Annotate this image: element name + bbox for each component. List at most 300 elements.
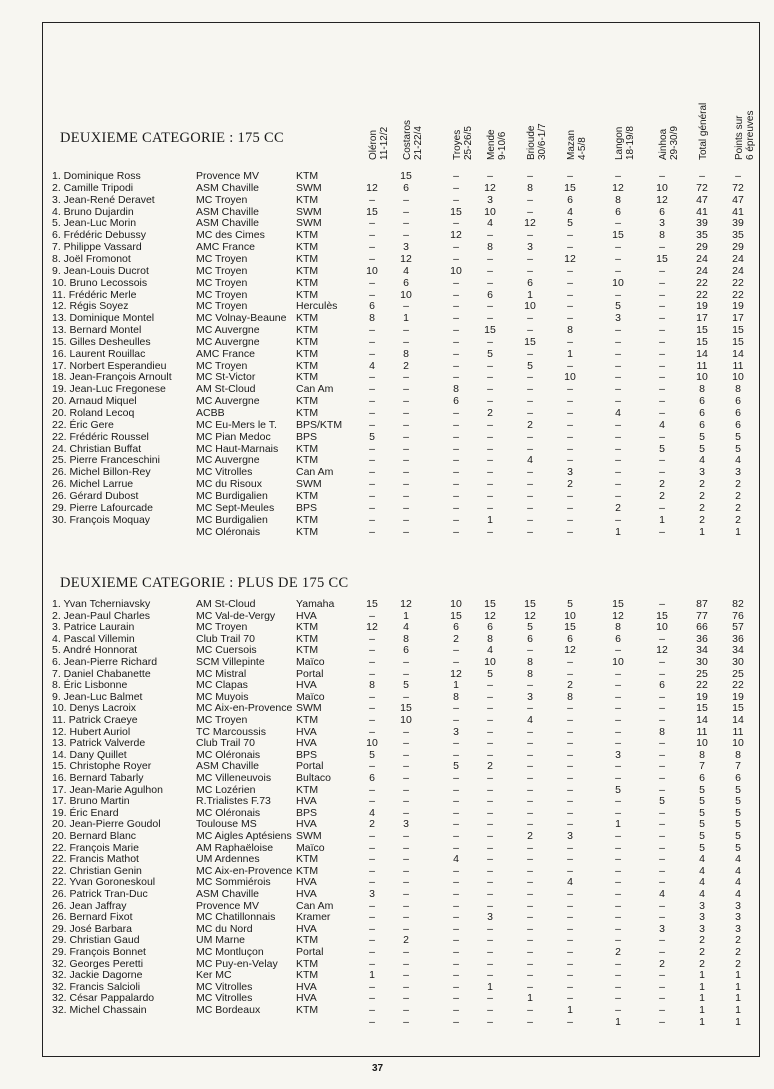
points-cell: – [487, 795, 493, 808]
club-name: MC des Cimes [196, 229, 265, 242]
points-cell: 2 [567, 478, 573, 491]
points-cell: – [403, 229, 409, 242]
points-cell: – [527, 980, 533, 993]
points-cell: – [659, 911, 665, 924]
club-name: MC Troyen [196, 359, 248, 372]
rider-name: 32. César Pappalardo [52, 992, 155, 1005]
points-cell: – [567, 795, 573, 808]
points-cell: – [369, 911, 375, 924]
points-cell: 36 [696, 632, 708, 645]
points-cell: – [369, 841, 375, 854]
table-row [0, 981, 774, 993]
points-cell: 15 [524, 335, 536, 348]
points-cell: 6 [369, 772, 375, 784]
points-cell: – [453, 430, 459, 443]
column-header: Mazan 4-5/8 [566, 129, 588, 160]
rider-name: 19. Éric Enard [52, 806, 119, 819]
table-row [0, 969, 774, 981]
points-cell: – [659, 430, 665, 443]
points-cell: – [403, 371, 409, 384]
table-row [0, 760, 774, 772]
points-cell: 82 [732, 598, 744, 610]
points-cell: – [567, 407, 573, 419]
points-cell: 5 [487, 347, 493, 360]
points-cell: 39 [696, 217, 708, 230]
points-cell: 1 [527, 992, 533, 1005]
points-cell: – [567, 888, 573, 900]
points-cell: – [615, 264, 621, 277]
rider-name: 8. Joël Fromonot [52, 252, 131, 265]
points-cell: – [527, 876, 533, 889]
column-header: Troyes 25-26/5 [452, 126, 474, 160]
motorcycle-make: Can Am [296, 383, 334, 396]
points-cell: 5 [699, 430, 705, 443]
points-cell: 8 [453, 690, 459, 703]
points-cell: – [369, 489, 375, 502]
club-name: MC du Nord [196, 922, 253, 935]
points-cell: 29 [732, 241, 744, 254]
points-cell: – [615, 395, 621, 408]
points-cell: – [659, 748, 665, 761]
club-name: MC Troyen [196, 264, 248, 277]
points-cell: 6 [403, 644, 409, 657]
points-cell: – [567, 760, 573, 773]
club-name: MC Oléronais [196, 748, 261, 761]
club-name: AMC France [196, 347, 255, 360]
points-cell: – [567, 383, 573, 396]
points-cell: – [659, 830, 665, 842]
points-cell: – [369, 656, 375, 668]
club-name: MC Aix-en-Provence [196, 702, 293, 715]
points-cell: 4 [487, 644, 493, 657]
points-cell: 15 [400, 702, 412, 715]
points-cell: 1 [735, 992, 741, 1005]
points-cell: 8 [487, 241, 493, 254]
points-cell: 1 [453, 679, 459, 692]
rider-name: 1. Yvan Tcherniavsky [52, 598, 151, 610]
points-cell: – [615, 324, 621, 337]
points-cell: – [527, 934, 533, 947]
points-cell: 1 [615, 525, 621, 538]
points-cell: – [567, 300, 573, 313]
points-cell: – [487, 772, 493, 784]
points-cell: – [403, 667, 409, 680]
points-cell: – [369, 478, 375, 491]
table-row [0, 795, 774, 807]
motorcycle-make: Portal [296, 946, 324, 958]
points-cell: 15 [656, 609, 668, 622]
points-cell: 39 [732, 217, 744, 230]
points-cell: – [567, 170, 573, 182]
table-row [0, 865, 774, 877]
table-row [0, 911, 774, 923]
points-cell: – [453, 748, 459, 761]
points-cell: – [453, 288, 459, 301]
points-cell: – [453, 957, 459, 970]
table-row [0, 737, 774, 749]
points-cell: – [369, 702, 375, 715]
points-cell: – [487, 454, 493, 467]
rider-name: 30. François Moquay [52, 513, 151, 526]
points-cell: 25 [696, 667, 708, 680]
points-cell: – [453, 830, 459, 842]
points-cell: 4 [699, 454, 705, 467]
points-cell: 8 [403, 347, 409, 360]
points-cell: – [453, 876, 459, 889]
points-cell: – [369, 525, 375, 538]
points-cell: 22 [696, 288, 708, 301]
rider-name: 32. Michel Chassain [52, 1004, 147, 1016]
rider-name: 26. Michel Larrue [52, 478, 134, 491]
points-cell: – [527, 737, 533, 750]
motorcycle-make: KTM [296, 644, 319, 657]
motorcycle-make: KTM [296, 864, 319, 877]
points-cell: – [403, 830, 409, 842]
points-cell: – [453, 841, 459, 854]
points-cell: – [453, 170, 459, 182]
points-cell: 10 [484, 205, 496, 218]
points-cell: – [403, 864, 409, 877]
points-cell: 15 [450, 609, 462, 622]
points-cell: – [567, 748, 573, 761]
motorcycle-make: HVA [296, 922, 317, 935]
points-cell: – [567, 264, 573, 277]
rider-name: 12. Hubert Auriol [52, 725, 131, 738]
points-cell: 10 [696, 737, 708, 750]
motorcycle-make: KTM [296, 395, 319, 408]
motorcycle-make: HVA [296, 737, 317, 750]
points-cell: 8 [567, 690, 573, 703]
points-cell: 2 [735, 513, 741, 526]
points-cell: – [369, 783, 375, 796]
points-cell: – [403, 853, 409, 866]
points-cell: 8 [453, 383, 459, 396]
points-cell: 5 [699, 783, 705, 796]
club-name: Club Trail 70 [196, 737, 255, 750]
club-name: Ker MC [196, 969, 232, 982]
points-cell: – [527, 193, 533, 206]
points-cell: 1 [487, 980, 493, 993]
points-cell: 4 [403, 621, 409, 634]
club-name: MC Oléronais [196, 806, 261, 819]
points-cell: 12 [400, 252, 412, 265]
points-cell: 7 [699, 760, 705, 773]
points-cell: 24 [696, 252, 708, 265]
points-cell: – [527, 864, 533, 877]
points-cell: 2 [699, 946, 705, 958]
rider-name: 32. Francis Salcioli [52, 980, 141, 993]
points-cell: – [527, 806, 533, 819]
points-cell: 1 [369, 969, 375, 982]
points-cell: 6 [659, 679, 665, 692]
rider-name: 16. Bernard Tabarly [52, 772, 144, 784]
rider-name: 14. Dany Quillet [52, 748, 127, 761]
page-number: 37 [372, 1063, 384, 1074]
points-cell: – [403, 454, 409, 467]
points-cell: – [615, 489, 621, 502]
points-cell: – [453, 714, 459, 726]
points-cell: – [487, 806, 493, 819]
points-cell: – [615, 679, 621, 692]
points-cell: 8 [567, 324, 573, 337]
rider-name: 15. Christophe Royer [52, 760, 152, 773]
points-cell: – [453, 513, 459, 526]
points-cell: – [453, 644, 459, 657]
points-cell: 10 [400, 288, 412, 301]
table-row [0, 656, 774, 668]
club-name: MC Pian Medoc [196, 430, 271, 443]
points-cell: 35 [696, 229, 708, 242]
points-cell: 4 [567, 205, 573, 218]
points-cell: – [659, 876, 665, 889]
points-cell: – [369, 501, 375, 514]
rider-name: 3. Patrice Laurain [52, 621, 135, 634]
points-cell: – [615, 371, 621, 384]
points-cell: – [369, 466, 375, 479]
points-cell: 6 [699, 772, 705, 784]
club-name: ASM Chaville [196, 205, 260, 218]
points-cell: 10 [450, 264, 462, 277]
points-cell: 12 [656, 644, 668, 657]
points-cell: – [453, 888, 459, 900]
table-row [0, 407, 774, 419]
points-cell: 22 [732, 679, 744, 692]
points-cell: – [567, 1015, 573, 1028]
points-cell: – [659, 714, 665, 726]
rider-name: 26. Patrick Tran-Duc [52, 888, 148, 900]
points-cell: – [453, 946, 459, 958]
points-cell: 6 [735, 395, 741, 408]
rider-name: 26. Michel Billon-Rey [52, 466, 151, 479]
points-cell: 8 [699, 748, 705, 761]
points-cell: 1 [699, 969, 705, 982]
points-cell: – [567, 442, 573, 455]
club-name: MC Troyen [196, 276, 248, 289]
club-name: MC Auvergne [196, 395, 260, 408]
points-cell: 10 [732, 371, 744, 384]
points-cell: 14 [732, 714, 744, 726]
points-cell: 19 [696, 300, 708, 313]
points-cell: – [527, 347, 533, 360]
points-cell: 8 [735, 383, 741, 396]
table-row [0, 853, 774, 865]
rider-name: 11. Frédéric Merle [52, 288, 137, 301]
points-cell: 4 [699, 853, 705, 866]
points-cell: 2 [699, 513, 705, 526]
points-cell: 4 [699, 864, 705, 877]
points-cell: 22 [732, 288, 744, 301]
motorcycle-make: SWM [296, 830, 322, 842]
table-row [0, 466, 774, 478]
points-cell: 1 [699, 980, 705, 993]
points-cell: 3 [615, 312, 621, 325]
points-cell: – [527, 644, 533, 657]
table-row [0, 419, 774, 431]
points-cell: – [615, 795, 621, 808]
points-cell: – [659, 632, 665, 645]
points-cell: – [369, 383, 375, 396]
points-cell: – [403, 911, 409, 924]
points-cell: – [527, 841, 533, 854]
points-cell: 3 [735, 466, 741, 479]
points-cell: – [403, 395, 409, 408]
points-cell: 4 [699, 888, 705, 900]
points-cell: 6 [615, 205, 621, 218]
table-row [0, 206, 774, 218]
motorcycle-make: KTM [296, 853, 319, 866]
column-header: Points sur 6 épreuves [734, 110, 756, 160]
points-cell: – [567, 783, 573, 796]
points-cell: 1 [527, 288, 533, 301]
club-name: MC Auvergne [196, 454, 260, 467]
table-row [0, 726, 774, 738]
points-cell: – [659, 241, 665, 254]
points-cell: 2 [699, 957, 705, 970]
motorcycle-make: KTM [296, 714, 319, 726]
points-cell: – [487, 853, 493, 866]
points-cell: 11 [696, 359, 708, 372]
points-cell: – [369, 899, 375, 912]
points-cell: 30 [696, 656, 708, 668]
points-cell: 5 [615, 300, 621, 313]
points-cell: – [403, 513, 409, 526]
points-cell: – [453, 702, 459, 715]
points-cell: – [369, 632, 375, 645]
points-cell: 2 [567, 679, 573, 692]
points-cell: 8 [659, 725, 665, 738]
motorcycle-make: KTM [296, 407, 319, 419]
points-cell: – [487, 395, 493, 408]
points-cell: – [453, 407, 459, 419]
table-row [0, 490, 774, 502]
points-cell: 10 [484, 656, 496, 668]
points-cell: – [453, 489, 459, 502]
points-cell: – [567, 656, 573, 668]
table-row [0, 876, 774, 888]
points-cell: 11 [696, 725, 708, 738]
points-cell: – [487, 383, 493, 396]
points-cell: – [487, 748, 493, 761]
points-cell: 2 [615, 501, 621, 514]
points-cell: – [567, 980, 573, 993]
points-cell: – [453, 818, 459, 831]
points-cell: 2 [699, 489, 705, 502]
club-name: MC Troyen [196, 193, 248, 206]
motorcycle-make: Yamaha [296, 598, 335, 610]
points-cell: – [615, 841, 621, 854]
points-cell: – [369, 454, 375, 467]
points-cell: 2 [735, 946, 741, 958]
motorcycle-make: KTM [296, 335, 319, 348]
points-cell: – [567, 864, 573, 877]
points-cell: 15 [732, 324, 744, 337]
points-cell: 15 [732, 335, 744, 348]
points-cell: – [567, 667, 573, 680]
motorcycle-make: Bultaco [296, 772, 332, 784]
rider-name: 20. Roland Lecoq [52, 407, 135, 419]
points-cell: 29 [696, 241, 708, 254]
points-cell: – [369, 193, 375, 206]
points-cell: – [487, 442, 493, 455]
points-cell: 3 [735, 911, 741, 924]
points-cell: – [369, 690, 375, 703]
points-cell: – [487, 737, 493, 750]
points-cell: 6 [567, 632, 573, 645]
points-cell: – [659, 371, 665, 384]
points-cell: – [369, 725, 375, 738]
points-cell: – [403, 478, 409, 491]
points-cell: – [403, 1004, 409, 1016]
points-cell: – [487, 466, 493, 479]
points-cell: – [453, 276, 459, 289]
points-cell: 12 [524, 609, 536, 622]
points-cell: 6 [403, 276, 409, 289]
motorcycle-make: BPS [296, 430, 318, 443]
points-cell: – [615, 359, 621, 372]
points-cell: – [659, 864, 665, 877]
table-row [0, 714, 774, 726]
points-cell: – [487, 276, 493, 289]
points-cell: – [487, 690, 493, 703]
points-cell: 8 [527, 667, 533, 680]
points-cell: – [527, 679, 533, 692]
points-cell: – [487, 922, 493, 935]
points-cell: – [453, 1004, 459, 1016]
points-cell: – [567, 395, 573, 408]
club-name: MC Auvergne [196, 324, 260, 337]
club-name: MC Puy-en-Velay [196, 957, 278, 970]
points-cell: – [615, 466, 621, 479]
table-row [0, 749, 774, 761]
motorcycle-make: SWM [296, 181, 322, 194]
points-cell: 6 [615, 632, 621, 645]
points-cell: 24 [696, 264, 708, 277]
rider-name: 4. Bruno Dujardin [52, 205, 134, 218]
club-name: MC Troyen [196, 288, 248, 301]
points-cell: 4 [527, 714, 533, 726]
points-cell: – [487, 501, 493, 514]
points-cell: – [527, 324, 533, 337]
points-cell: – [567, 934, 573, 947]
points-cell: 1 [615, 818, 621, 831]
points-cell: 3 [487, 911, 493, 924]
points-cell: 8 [527, 656, 533, 668]
column-header: Langon 18-19/8 [614, 126, 636, 160]
points-cell: – [567, 241, 573, 254]
points-cell: 10 [450, 598, 462, 610]
points-cell: 6 [403, 181, 409, 194]
club-name: MC Muyois [196, 690, 249, 703]
motorcycle-make: KTM [296, 1004, 319, 1016]
points-cell: – [453, 217, 459, 230]
table-row [0, 644, 774, 656]
points-cell: – [659, 359, 665, 372]
points-cell: – [369, 335, 375, 348]
table-row [0, 443, 774, 455]
points-cell: 12 [450, 667, 462, 680]
points-cell: – [615, 170, 621, 182]
motorcycle-make: HVA [296, 888, 317, 900]
points-cell: – [615, 957, 621, 970]
points-cell: 4 [369, 806, 375, 819]
points-cell: 10 [564, 371, 576, 384]
points-cell: 6 [453, 395, 459, 408]
points-cell: 2 [527, 830, 533, 842]
points-cell: – [487, 264, 493, 277]
table-row [0, 598, 774, 610]
points-cell: 4 [735, 888, 741, 900]
points-cell: 3 [699, 911, 705, 924]
